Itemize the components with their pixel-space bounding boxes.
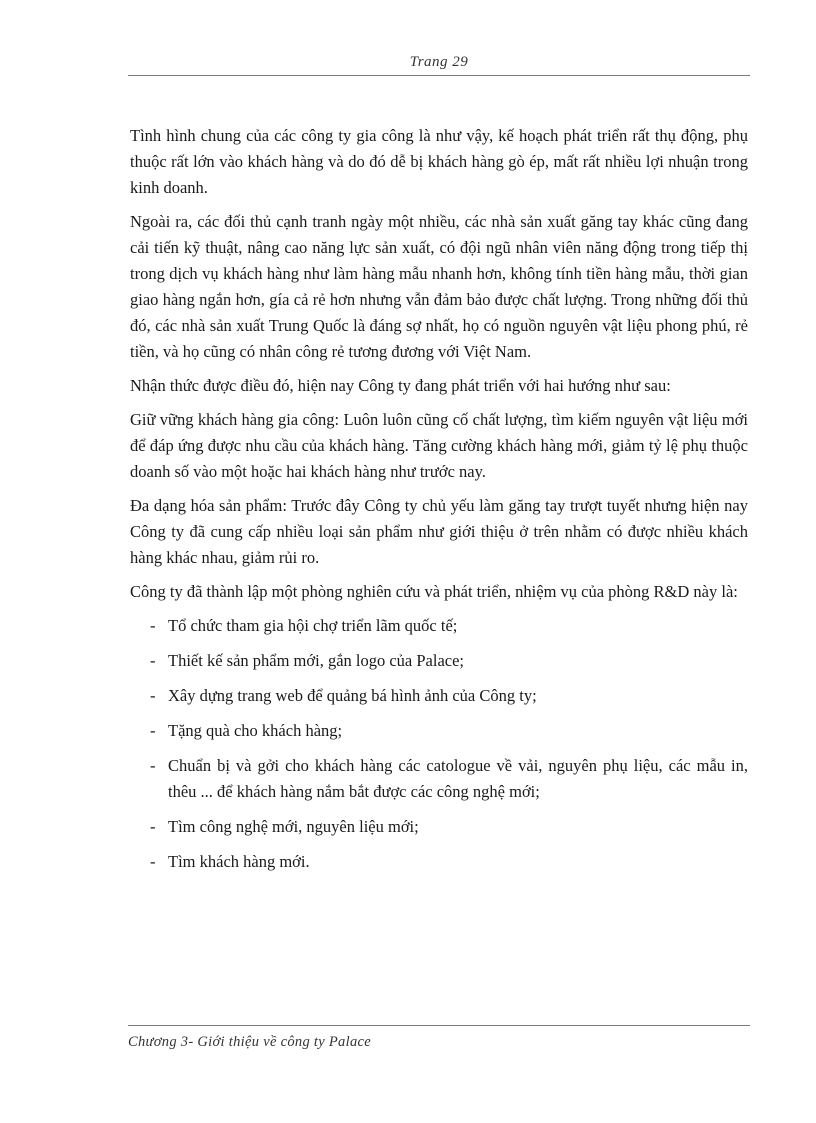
chapter-label: Chương 3- Giới thiệu về công ty Palace <box>128 1034 371 1050</box>
bullet-marker: - <box>150 686 156 705</box>
page-header <box>128 50 750 76</box>
list-item <box>130 683 748 709</box>
bullet-marker: - <box>150 616 156 635</box>
list-item-text: Tổ chức tham gia hội chợ triển lãm quốc tế; <box>168 616 458 635</box>
bullet-marker: - <box>150 756 156 775</box>
paragraph: Nhận thức được điều đó, hiện nay Công ty đang phát triển với hai hướng như sau: <box>130 376 671 395</box>
paragraph: Giữ vững khách hàng gia công: Luôn luôn cũng cố chất lượng, tìm kiếm nguyên vật liệu mới để đáp ứng được nhu cầu của khách hàng. Tăng cường khách hàng mới, giảm tỷ lệ phụ thuộc doanh số vào một hoặc hai khách hàng như trước nay. <box>130 410 748 481</box>
bullet-marker: - <box>150 721 156 740</box>
document-body <box>130 123 748 884</box>
list-item-text: Thiết kế sản phẩm mới, gắn logo của Palace; <box>168 651 465 670</box>
list-item <box>130 753 748 805</box>
paragraph: Đa dạng hóa sản phẩm: Trước đây Công ty chủ yếu làm găng tay trượt tuyết nhưng hiện nay Công ty đã cung cấp nhiều loại sản phẩm như giới thiệu ở trên nhằm có được nhiều khách hàng khác nhau, giảm rủi ro. <box>130 496 748 567</box>
list-item-text: Tìm công nghệ mới, nguyên liệu mới; <box>168 817 419 836</box>
page-footer <box>128 1025 750 1051</box>
list-item <box>130 613 748 639</box>
list-item-text: Tìm khách hàng mới. <box>168 852 310 871</box>
task-list <box>130 613 748 875</box>
bullet-marker: - <box>150 817 156 836</box>
paragraph: Tình hình chung của các công ty gia công là như vậy, kế hoạch phát triển rất thụ động, phụ thuộc rất lớn vào khách hàng và do đó dễ bị khách hàng gò ép, mất rất nhiều lợi nhuận trong kinh doanh. <box>130 126 748 197</box>
page-number-label: Trang 29 <box>409 54 469 70</box>
bullet-marker: - <box>150 852 156 871</box>
list-item <box>130 718 748 744</box>
footer-divider <box>128 1025 750 1026</box>
list-item <box>130 648 748 674</box>
paragraph: Ngoài ra, các đối thủ cạnh tranh ngày một nhiều, các nhà sản xuất găng tay khác cũng đang cải tiến kỹ thuật, nâng cao năng lực sản xuất, có đội ngũ nhân viên năng động trong tiếp thị trong dịch vụ khách hàng như làm hàng mẫu nhanh hơn, không tính tiền hàng mẫu, thời gian giao hàng ngắn hơn, gía cả rẻ hơn nhưng vẫn đảm bảo được chất lượng. Trong những đối thủ đó, các nhà sản xuất Trung Quốc là đáng sợ nhất, họ có nguồn nguyên vật liệu phong phú, rẻ tiền, và họ cũng có nhân công rẻ tương đương với Việt Nam. <box>130 212 748 361</box>
list-item <box>130 814 748 840</box>
bullet-marker: - <box>150 651 156 670</box>
paragraph: Công ty đã thành lập một phòng nghiên cứu và phát triển, nhiệm vụ của phòng R&D này là: <box>130 582 738 601</box>
list-item-text: Tặng quà cho khách hàng; <box>168 721 343 740</box>
list-item <box>130 849 748 875</box>
header-divider <box>128 75 750 76</box>
list-item-text: Chuẩn bị và gởi cho khách hàng các catologue về vải, nguyên phụ liệu, các mẫu in, thêu ... để khách hàng nắm bắt được các công nghệ mới; <box>168 756 748 801</box>
list-item-text: Xây dựng trang web để quảng bá hình ảnh của Công ty; <box>168 686 537 705</box>
